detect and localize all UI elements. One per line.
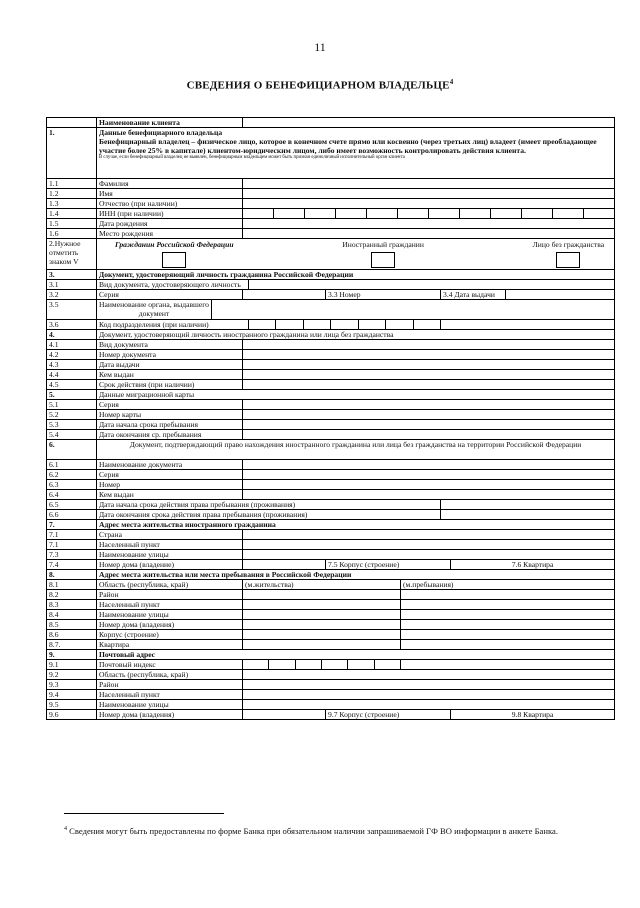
foreign-building-field[interactable] xyxy=(326,560,451,570)
division-code-field[interactable] xyxy=(249,320,441,330)
client-name-num xyxy=(47,118,97,128)
section-1-text: Бенефициарный владелец – физическое лицо, которое в конечном счете прямо или косвенно (через третьих лиц) владеет (имеет преобладающее участие более 25% в капитале) клиентом-юридическим лицом, либо имеет возможность контролировать действия клиента. xyxy=(99,137,597,155)
column-label: (м.пребывания) xyxy=(403,580,454,589)
section-heading: Адрес места жительства или места пребывания в Российской Федерации xyxy=(97,570,615,580)
row-7-4 xyxy=(47,560,615,570)
foreign-doc-type-field[interactable] xyxy=(243,340,615,350)
region-residence-field[interactable] xyxy=(243,580,401,590)
row-1-4 xyxy=(47,209,615,219)
row-7-3 xyxy=(47,550,615,560)
row-label: 9.7 Корпус (строение) xyxy=(328,710,400,719)
row-num: 7.4 xyxy=(47,560,97,570)
row-num: 4.4 xyxy=(47,370,97,380)
inn-digit-cells xyxy=(243,209,614,218)
residence-doc-name-field[interactable] xyxy=(243,460,615,470)
footnote-ref: 4 xyxy=(64,826,67,832)
postal-apartment-field[interactable] xyxy=(451,710,615,720)
row-1-6 xyxy=(47,229,615,239)
issuing-authority-field[interactable] xyxy=(212,300,615,320)
row-num: 3.1 xyxy=(47,280,97,290)
row-label: Номер документа xyxy=(97,350,243,360)
row-label: Дата окончания срока действия права пребывания (проживания) xyxy=(97,510,441,520)
row-num: 1.3 xyxy=(47,199,97,209)
row-num: 9.6 xyxy=(47,710,97,720)
row-8-7 xyxy=(47,640,615,650)
row-label: Район xyxy=(97,590,243,600)
row-num: 6.4 xyxy=(47,490,97,500)
row-num: 6.2 xyxy=(47,470,97,480)
footnote xyxy=(64,823,584,837)
postal-region-field[interactable] xyxy=(243,670,615,680)
row-6-4 xyxy=(47,490,615,500)
inn-field[interactable] xyxy=(243,209,615,219)
postal-locality-field[interactable] xyxy=(243,690,615,700)
row-9-2 xyxy=(47,670,615,680)
stay-end-field[interactable] xyxy=(243,430,615,440)
section-num: 5. xyxy=(47,390,97,400)
row-num: 1.2 xyxy=(47,189,97,199)
residence-field[interactable] xyxy=(243,600,401,610)
row-num: 3.6 xyxy=(47,320,97,330)
row-8-3 xyxy=(47,600,615,610)
section-num: 7. xyxy=(47,520,97,530)
row-num: 1.5 xyxy=(47,219,97,229)
residence-doc-series-field[interactable] xyxy=(243,470,615,480)
row-num: 8.5 xyxy=(47,620,97,630)
foreign-citizen-checkbox[interactable] xyxy=(371,252,395,268)
residence-field[interactable] xyxy=(243,640,401,650)
foreign-doc-issuer-field[interactable] xyxy=(243,370,615,380)
row-9-1 xyxy=(47,660,615,670)
row-num: 4.1 xyxy=(47,340,97,350)
postal-code-rest xyxy=(401,660,615,670)
column-label: (м.жительства) xyxy=(245,580,294,589)
country-field[interactable] xyxy=(243,530,615,540)
footnote-text: Сведения могут быть предоставлены по форме Банка при обязательном наличии запрашиваемой ГФ ВО информации в анкете Банка. xyxy=(67,825,558,836)
section-7-header xyxy=(47,520,615,530)
row-num: 3.5 xyxy=(47,300,97,320)
division-code-rest xyxy=(441,320,615,330)
row-num: 5.2 xyxy=(47,410,97,420)
page-title xyxy=(0,78,640,92)
postal-code-field[interactable] xyxy=(243,660,401,670)
patronymic-field[interactable] xyxy=(243,199,615,209)
stay-start-field[interactable] xyxy=(243,420,615,430)
row-6-3 xyxy=(47,480,615,490)
postal-district-field[interactable] xyxy=(243,680,615,690)
row-8-2 xyxy=(47,590,615,600)
client-name-row xyxy=(47,118,615,128)
row-label: Серия xyxy=(97,470,243,480)
section-heading: Документ, удостоверяющий личность гражданина Российской Федерации xyxy=(97,270,615,280)
row-5-1 xyxy=(47,400,615,410)
row-label: Кем выдан xyxy=(97,370,243,380)
row-3-6 xyxy=(47,320,615,330)
region-stay-field[interactable] xyxy=(401,580,615,590)
row-8-1 xyxy=(47,580,615,590)
row-label: Корпус (строение) xyxy=(97,630,243,640)
section-5-header xyxy=(47,390,615,400)
row-num: 8.2 xyxy=(47,590,97,600)
row-label: Номер карты xyxy=(97,410,243,420)
row-5-4 xyxy=(47,430,615,440)
row-label: Номер дома (владения) xyxy=(97,620,243,630)
title-footnote-ref: 4 xyxy=(449,78,454,86)
russian-citizen-checkbox[interactable] xyxy=(162,252,186,268)
row-3-2 xyxy=(47,290,615,300)
row-7-1 xyxy=(47,530,615,540)
row-3-5 xyxy=(47,300,615,320)
right-end-field[interactable] xyxy=(441,510,615,520)
row-6-2 xyxy=(47,470,615,480)
stateless-checkbox[interactable] xyxy=(556,252,580,268)
residence-doc-issuer-field[interactable] xyxy=(243,490,615,500)
row-num: 9.4 xyxy=(47,690,97,700)
footnote-divider xyxy=(64,813,224,814)
section-8-header xyxy=(47,570,615,580)
row-label: Номер xyxy=(97,480,243,490)
row-3-1 xyxy=(47,280,615,290)
row-4-3 xyxy=(47,360,615,370)
row-6-6 xyxy=(47,510,615,520)
row-num: 8.1 xyxy=(47,580,97,590)
row-label: Наименование улицы xyxy=(97,550,243,560)
row-7-2 xyxy=(47,540,615,550)
section-heading: Документ, подтверждающий право нахождения иностранного гражданина или лица без гражданства на территории Российской Федерации xyxy=(97,440,615,460)
row-label: Дата начала срока действия права пребывания (проживания) xyxy=(97,500,441,510)
birth-date-field[interactable] xyxy=(243,219,615,229)
row-label: 7.5 Корпус (строение) xyxy=(328,560,400,569)
stay-field[interactable] xyxy=(401,640,615,650)
row-label: Серия xyxy=(97,290,243,300)
foreign-doc-date-field[interactable] xyxy=(243,360,615,370)
stay-field[interactable] xyxy=(401,590,615,600)
row-label: Область (республика, край) xyxy=(97,580,243,590)
section-1-note: В случае, если бенефициарный владелец не выявлен, бенефициарным владельцем может быть признан единоличный исполнительный орган клиента xyxy=(99,155,405,160)
row-8-6 xyxy=(47,630,615,640)
row-9-3 xyxy=(47,680,615,690)
section-2-row xyxy=(47,239,615,270)
row-4-5 xyxy=(47,380,615,390)
row-1-1 xyxy=(47,179,615,189)
section-1-num: 1. xyxy=(47,128,97,179)
row-num: 6.6 xyxy=(47,510,97,520)
option-russian-citizen xyxy=(115,240,234,268)
row-label: Страна xyxy=(97,530,243,540)
row-num: 3.2 xyxy=(47,290,97,300)
row-num: 9.2 xyxy=(47,670,97,680)
foreign-house-field[interactable] xyxy=(243,560,326,570)
row-label: Номер дома (владение) xyxy=(97,560,243,570)
row-label: Населенный пункт xyxy=(97,690,243,700)
migration-card-series-field[interactable] xyxy=(243,400,615,410)
row-num: 7.3 xyxy=(47,550,97,560)
row-num: 5.3 xyxy=(47,420,97,430)
section-9-header xyxy=(47,650,615,660)
residence-field[interactable] xyxy=(243,630,401,640)
postal-house-field[interactable] xyxy=(243,710,326,720)
stay-field[interactable] xyxy=(401,600,615,610)
section-6-header xyxy=(47,440,615,460)
row-1-5 xyxy=(47,219,615,229)
id-doc-type-field[interactable] xyxy=(249,280,615,290)
section-4-header xyxy=(47,330,615,340)
stay-field[interactable] xyxy=(401,620,615,630)
row-label: Дата начала срока пребывания xyxy=(97,420,243,430)
surname-field[interactable] xyxy=(243,179,615,189)
page-number: 11 xyxy=(314,40,326,54)
section-3-header xyxy=(47,270,615,280)
row-9-4 xyxy=(47,690,615,700)
row-num: 6.5 xyxy=(47,500,97,510)
row-label: 3.3 Номер xyxy=(328,290,361,299)
section-num: 6. xyxy=(47,440,97,460)
section-num: 3. xyxy=(47,270,97,280)
row-9-5 xyxy=(47,700,615,710)
section-num: 9. xyxy=(47,650,97,660)
foreign-doc-validity-field[interactable] xyxy=(243,380,615,390)
section-heading: Адрес места жительства иностранного гражданина xyxy=(97,520,615,530)
issue-date-label: 3.4 Дата выдачи xyxy=(441,290,506,300)
row-label: Район xyxy=(97,680,243,690)
row-num: 7.1 xyxy=(47,530,97,540)
option-label: Лицо без гражданства xyxy=(532,240,605,249)
row-5-2 xyxy=(47,410,615,420)
migration-card-number-field[interactable] xyxy=(243,410,615,420)
issue-date-field[interactable] xyxy=(506,290,615,300)
row-label: Фамилия xyxy=(97,179,243,189)
section-num: 8. xyxy=(47,570,97,580)
row-num: 7.1 xyxy=(47,540,97,550)
foreign-doc-number-field[interactable] xyxy=(243,350,615,360)
row-6-1 xyxy=(47,460,615,470)
row-label: 7.6 Квартира xyxy=(511,560,554,569)
option-foreign-citizen xyxy=(342,240,424,268)
section-heading: Данные миграционной карты xyxy=(97,390,615,400)
residence-field[interactable] xyxy=(243,590,401,600)
row-4-1 xyxy=(47,340,615,350)
row-num: 5.4 xyxy=(47,430,97,440)
client-name-field[interactable] xyxy=(243,118,615,128)
row-label: Дата выдачи xyxy=(97,360,243,370)
section-2-num: 2.Нужное отметить знаком V xyxy=(47,239,97,270)
row-num: 1.6 xyxy=(47,229,97,239)
row-label: Имя xyxy=(97,189,243,199)
section-1-body xyxy=(97,128,615,179)
row-label: Отчество (при наличии) xyxy=(97,199,243,209)
row-6-5 xyxy=(47,500,615,510)
row-num: 9.3 xyxy=(47,680,97,690)
row-num: 9.5 xyxy=(47,700,97,710)
client-name-label: Наименование клиента xyxy=(97,118,243,128)
row-num: 5.1 xyxy=(47,400,97,410)
row-1-3 xyxy=(47,199,615,209)
row-num: 6.3 xyxy=(47,480,97,490)
foreign-locality-field[interactable] xyxy=(243,540,615,550)
row-label: Почтовый индекс xyxy=(97,660,243,670)
row-num: 4.5 xyxy=(47,380,97,390)
section-num: 4. xyxy=(47,330,97,340)
right-start-field[interactable] xyxy=(441,500,615,510)
beneficiary-form xyxy=(46,117,615,720)
section-1-heading: Данные бенефициарного владельца xyxy=(99,128,223,137)
row-label: Наименование улицы xyxy=(97,610,243,620)
row-num: 8.4 xyxy=(47,610,97,620)
birth-place-field[interactable] xyxy=(243,229,615,239)
row-num: 6.1 xyxy=(47,460,97,470)
option-label: Иностранный гражданин xyxy=(342,240,424,249)
row-num: 8.3 xyxy=(47,600,97,610)
first-name-field[interactable] xyxy=(243,189,615,199)
foreign-apartment-field[interactable] xyxy=(451,560,615,570)
foreign-street-field[interactable] xyxy=(243,550,615,560)
division-code-cells xyxy=(249,320,440,329)
row-label: Наименование органа, выдавшего документ xyxy=(97,300,212,320)
section-1-header xyxy=(47,128,615,179)
stay-field[interactable] xyxy=(401,610,615,620)
row-8-5 xyxy=(47,620,615,630)
residence-field[interactable] xyxy=(243,610,401,620)
postal-building-field[interactable] xyxy=(326,710,451,720)
row-label: Вид документа xyxy=(97,340,243,350)
row-label: Код подразделения (при наличии) xyxy=(97,320,249,330)
row-label: Место рождения xyxy=(97,229,243,239)
section-heading: Документ, удостоверяющий личность иностранного гражданина или лица без гражданства xyxy=(97,330,615,340)
option-stateless xyxy=(533,240,604,268)
series-field[interactable] xyxy=(243,290,326,300)
row-5-3 xyxy=(47,420,615,430)
number-field[interactable] xyxy=(326,290,441,300)
postal-code-cells xyxy=(243,660,400,669)
row-8-4 xyxy=(47,610,615,620)
row-label: Номер дома (владения) xyxy=(97,710,243,720)
residence-doc-number-field[interactable] xyxy=(243,480,615,490)
row-4-2 xyxy=(47,350,615,360)
stay-field[interactable] xyxy=(401,630,615,640)
row-label: Область (республика, край) xyxy=(97,670,243,680)
row-label: 9.8 Квартира xyxy=(511,710,554,719)
option-label: Гражданин Российской Федерации xyxy=(115,240,234,249)
row-label: Дата окончания ср. пребывания xyxy=(97,430,243,440)
row-label: Вид документа, удостоверяющего личность xyxy=(97,280,249,290)
row-label: Кем выдан xyxy=(97,490,243,500)
row-9-6 xyxy=(47,710,615,720)
row-num: 9.1 xyxy=(47,660,97,670)
row-num: 4.3 xyxy=(47,360,97,370)
row-4-4 xyxy=(47,370,615,380)
row-label: ИНН (при наличии) xyxy=(97,209,243,219)
row-label: Дата рождения xyxy=(97,219,243,229)
citizenship-options xyxy=(97,239,615,270)
row-label: Населенный пункт xyxy=(97,540,243,550)
row-num: 1.4 xyxy=(47,209,97,219)
row-1-2 xyxy=(47,189,615,199)
row-num: 1.1 xyxy=(47,179,97,189)
postal-street-field[interactable] xyxy=(243,700,615,710)
row-label: Наименование документа xyxy=(97,460,243,470)
row-label: Наименование улицы xyxy=(97,700,243,710)
row-num: 8.7. xyxy=(47,640,97,650)
row-label: Населенный пункт xyxy=(97,600,243,610)
residence-field[interactable] xyxy=(243,620,401,630)
row-label: Серия xyxy=(97,400,243,410)
row-num: 4.2 xyxy=(47,350,97,360)
title-text: СВЕДЕНИЯ О БЕНЕФИЦИАРНОМ ВЛАДЕЛЬЦЕ xyxy=(186,79,450,92)
row-label: Квартира xyxy=(97,640,243,650)
section-heading: Почтовый адрес xyxy=(97,650,615,660)
row-label: Срок действия (при наличии) xyxy=(97,380,243,390)
row-num: 8.6 xyxy=(47,630,97,640)
